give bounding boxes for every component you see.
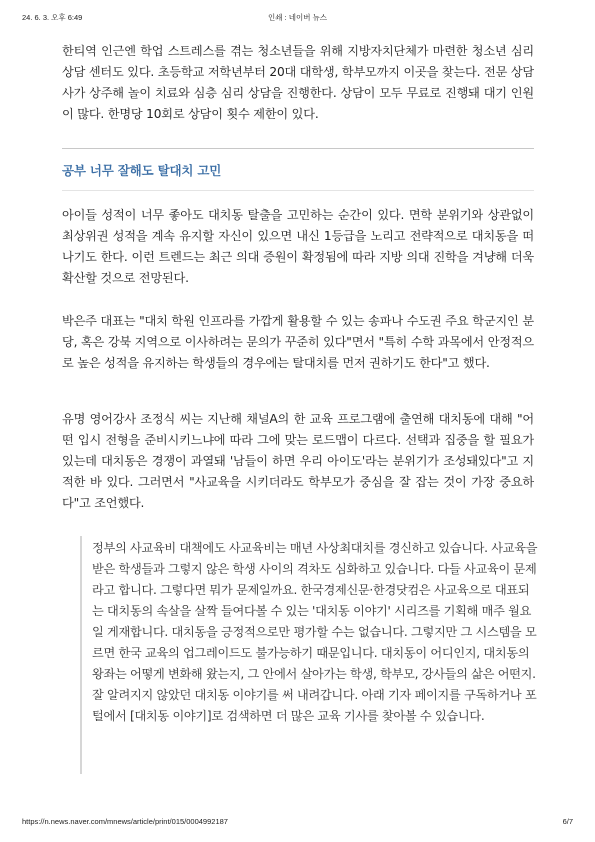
print-header bbox=[22, 12, 573, 26]
section-subheading-block bbox=[62, 148, 534, 192]
article-paragraph-intro: 한티역 인근엔 학업 스트레스를 겪는 청소년들을 위해 지방자치단체가 마련한 청소년 심리상담 센터도 있다. 초등학교 저학년부터 20대 대학생, 학부모까지 이곳을 찾는다. 전문 상담사가 상주해 놀이 치료와 심층 심리 상담을 진행한다. 상담이 모두 무료로 진행돼 대기 인원이 많다. 한명당 10회로 상담이 횟수 제한이 있다. bbox=[62, 44, 534, 121]
article-paragraph: 박은주 대표는 "대치 학원 인프라를 가깝게 활용할 수 있는 송파나 수도권 주요 학군지인 분당, 혹은 강북 지역으로 이사하려는 문의가 꾸준히 있다"면서 "특히 수학 과목에서 안정적으로 높은 성적을 유지하는 학생들의 경우에는 탈대치를 먼저 권하기도 한다"고 했다. bbox=[62, 314, 534, 370]
article-paragraph: 아이들 성적이 너무 좋아도 대치동 탈출을 고민하는 순간이 있다. 면학 분위기와 상관없이 최상위권 성적을 계속 유지할 자신이 있으면 내신 1등급을 노리고 전략적으로 대치동을 떠나기도 한다. 이런 트렌드는 최근 의대 증원이 확정됨에 따라 지방 의대 진학을 겨냥해 더욱 확산할 것으로 전망된다. bbox=[62, 208, 534, 285]
print-page-title: 인쇄 : 네이버 뉴스 bbox=[267, 13, 328, 22]
series-blockquote-text: 정부의 사교육비 대책에도 사교육비는 매년 사상최대치를 경신하고 있습니다. 사교육을 받은 학생들과 그렇지 않은 학생 사이의 격차도 심화하고 있습니다. 다들 사교육이 문제라고 합니다. 그렇다면 뭐가 문제일까요. 한국경제신문·한경닷컴은 사교육으로 대표되는 대치동의 속살을 살짝 들여다볼 수 있는 '대치동 이야기' 시리즈를 기획해 매주 월요일 게재합니다. 대치동을 긍정적으로만 평가할 수는 없습니다. 그렇지만 그 시스템을 모르면 한국 교육의 업그레이드도 불가능하기 때문입니다. 대치동이 어디인지, 대치동의 왕좌는 어떻게 변화해 왔는지, 그 안에서 살아가는 학생, 학부모, 강사들의 삶은 어떤지. 잘 알려지지 않았던 대치동 이야기를 써 내려갑니다. 아래 기자 페이지를 구독하거나 포털에서 [대치동 이야기]로 검색하면 더 많은 교육 기사를 찾아볼 수 있습니다. bbox=[92, 541, 538, 723]
print-datetime: 24. 6. 3. 오후 6:49 bbox=[22, 13, 83, 22]
article-url: https://n.news.naver.com/mnews/article/print/015/0004992187 bbox=[22, 817, 228, 826]
subheading-divider-top bbox=[62, 148, 534, 149]
article-paragraph: 유명 영어강사 조정식 씨는 지난해 채널A의 한 교육 프로그램에 출연해 대치동에 대해 "어떤 입시 전형을 준비시키느냐에 따라 그에 맞는 로드맵이 다르다. 선택과 집중을 할 필요가 있는데 대치동은 경쟁이 과열돼 '남들이 하면 우리 아이도'라는 분위기가 조성돼있다"고 지적한 바 있다. 그러면서 "사교육을 시키더라도 학부모가 중심을 잘 잡는 것이 가장 중요하다"고 조언했다. bbox=[62, 412, 534, 510]
series-blockquote bbox=[80, 536, 540, 774]
subheading-divider-bottom bbox=[62, 190, 534, 191]
section-subheading: 공부 너무 잘해도 탈대치 고민 bbox=[62, 163, 222, 178]
page-indicator: 6/7 bbox=[562, 817, 573, 826]
print-footer bbox=[22, 817, 573, 831]
